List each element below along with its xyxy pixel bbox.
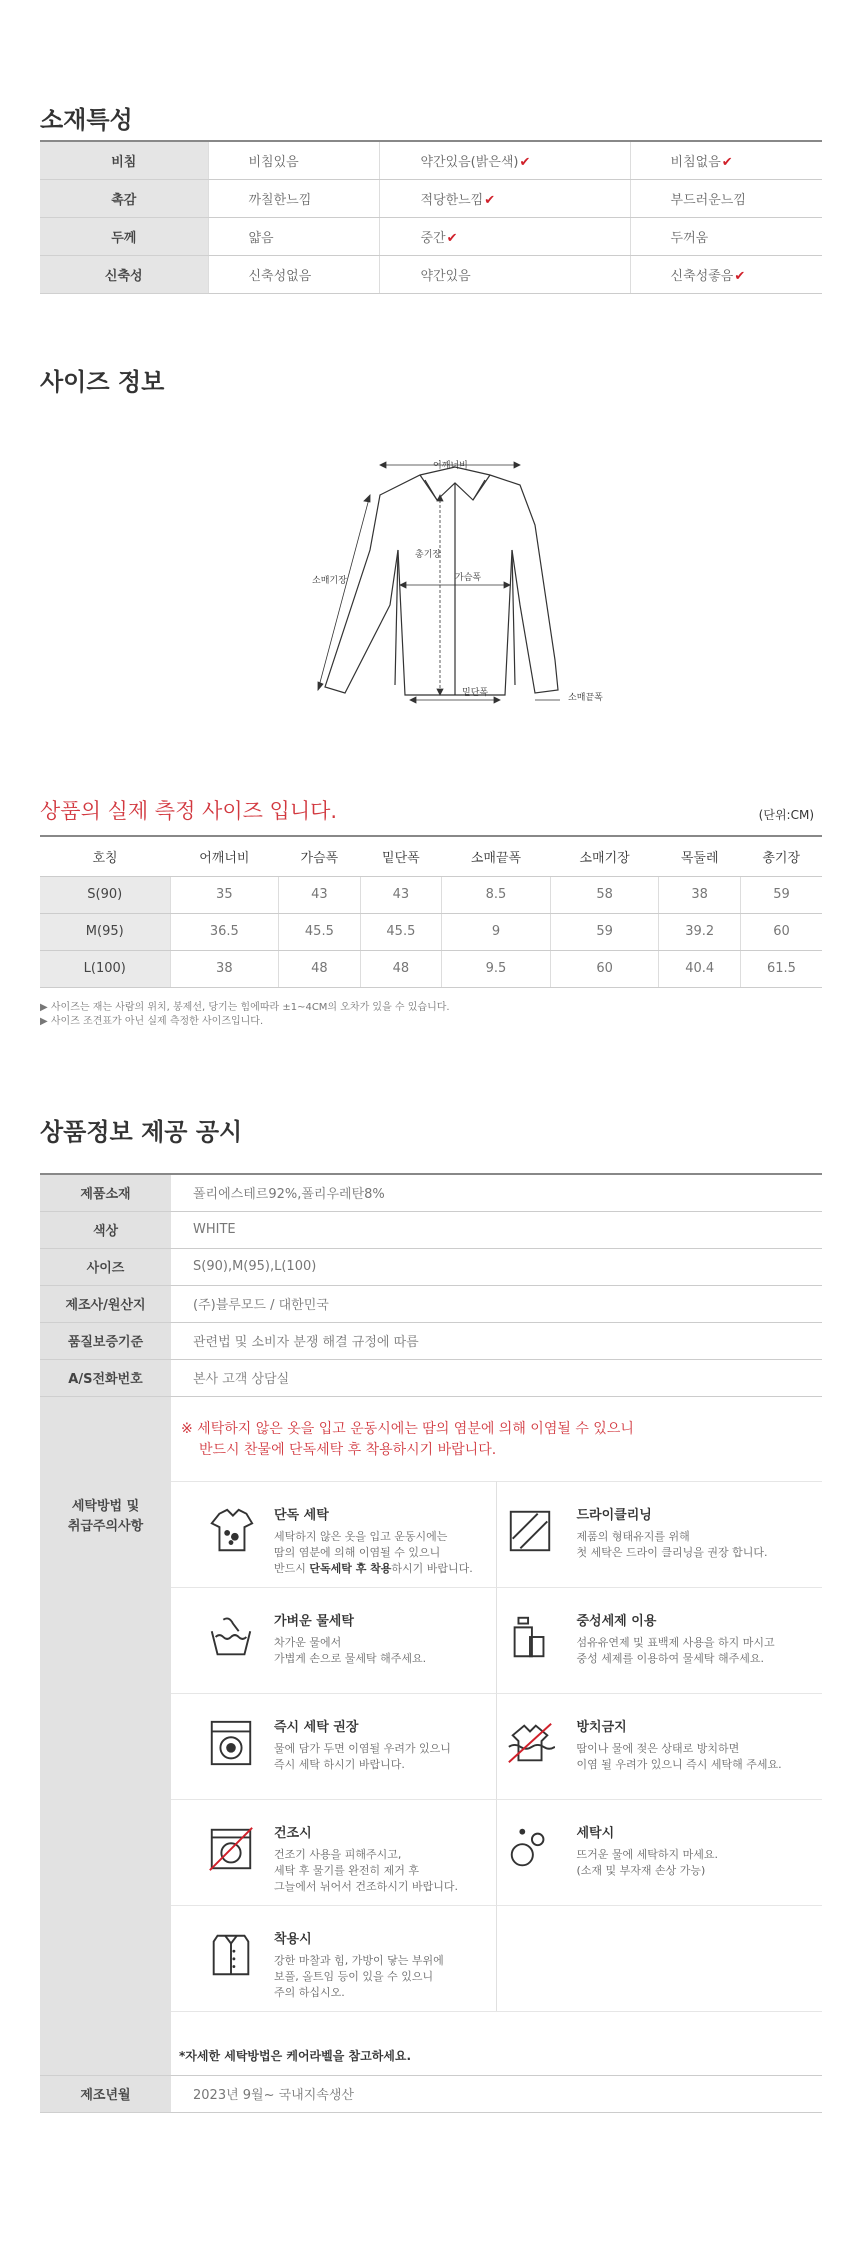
info-value: 폴리에스테르92%,폴리우레탄8% bbox=[171, 1174, 822, 1211]
material-title: 소재특성 bbox=[40, 106, 133, 134]
size-value: 39.2 bbox=[659, 913, 741, 950]
size-value: 60 bbox=[550, 950, 659, 987]
size-value: 35 bbox=[170, 876, 279, 913]
label-total: 총기장 bbox=[415, 550, 442, 560]
care-item-line: 이염 될 우려가 있으니 즉시 세탁해 주세요. bbox=[576, 1757, 782, 1771]
care-item-desc bbox=[577, 1741, 823, 1773]
info-value: WHITE bbox=[171, 1211, 822, 1248]
care-item bbox=[497, 1693, 823, 1799]
detergent-icon bbox=[505, 1612, 555, 1662]
care-item-desc bbox=[274, 1847, 496, 1895]
care-item-title: 착용시 bbox=[274, 1931, 312, 1947]
care-item-line: 땀의 염분에 의해 이염될 수 있으니 bbox=[274, 1545, 441, 1559]
care-item-title: 세탁시 bbox=[576, 1825, 615, 1841]
size-label: S(90) bbox=[40, 876, 170, 913]
size-value: 48 bbox=[360, 950, 442, 987]
material-option bbox=[630, 217, 822, 255]
info-row bbox=[40, 1174, 822, 1211]
care-item-line: 섬유유연제 및 표백제 사용을 하지 마시고 bbox=[576, 1635, 775, 1649]
care-item bbox=[497, 1587, 823, 1693]
size-row bbox=[40, 913, 822, 950]
care-item-desc bbox=[274, 1741, 496, 1773]
material-label: 신축성 bbox=[40, 255, 208, 293]
size-value: 60 bbox=[740, 913, 822, 950]
check-icon: ✔ bbox=[446, 230, 458, 246]
care-item-line: 건조기 사용을 피해주시고, bbox=[274, 1847, 402, 1861]
care-item-line: 중성 세제를 이용하여 물세탁 해주세요. bbox=[576, 1651, 764, 1665]
info-label: A/S전화번호 bbox=[40, 1359, 171, 1396]
care-item-line: 즉시 세탁 하시기 바랍니다. bbox=[274, 1757, 405, 1771]
size-label: L(100) bbox=[40, 950, 170, 987]
material-option bbox=[630, 141, 822, 179]
size-row bbox=[40, 950, 822, 987]
size-value: 9.5 bbox=[442, 950, 551, 987]
wear-shirt-icon bbox=[206, 1930, 256, 1980]
care-grid bbox=[171, 1481, 822, 2011]
size-value: 61.5 bbox=[740, 950, 822, 987]
size-value: 45.5 bbox=[279, 913, 361, 950]
care-item-line: 첫 세탁은 드라이 클리닝을 권장 합니다. bbox=[576, 1545, 768, 1559]
option-text: 신축성없음 bbox=[248, 268, 312, 284]
size-value: 40.4 bbox=[659, 950, 741, 987]
material-row bbox=[40, 217, 822, 255]
size-note: ▶ 사이즈 조견표가 아닌 실제 측정한 사이즈입니다. bbox=[40, 1016, 264, 1027]
info-row bbox=[40, 1322, 822, 1359]
label-cuff: 소매끝폭 bbox=[568, 693, 603, 703]
material-option bbox=[630, 255, 822, 293]
size-header: 목둘레 bbox=[659, 836, 741, 876]
shirt-wash-icon bbox=[206, 1506, 256, 1556]
info-value: 2023년 9월~ 국내지속생산 bbox=[171, 2075, 822, 2112]
size-header: 총기장 bbox=[740, 836, 822, 876]
care-item-line: 세탁하지 않은 옷을 입고 운동시에는 bbox=[274, 1529, 448, 1543]
label-hem: 밑단폭 bbox=[462, 688, 489, 698]
option-text: 얇음 bbox=[248, 230, 274, 246]
care-row bbox=[40, 1396, 822, 2075]
size-value: 38 bbox=[170, 950, 279, 987]
info-row bbox=[40, 1211, 822, 1248]
size-row bbox=[40, 876, 822, 913]
care-item-title: 즉시 세탁 권장 bbox=[274, 1719, 359, 1735]
size-header: 호칭 bbox=[40, 836, 170, 876]
care-item-title: 단독 세탁 bbox=[274, 1507, 329, 1523]
size-header: 소매기장 bbox=[550, 836, 659, 876]
material-label: 촉감 bbox=[40, 179, 208, 217]
care-item-line: 뜨거운 물에 세탁하지 마세요. bbox=[576, 1847, 718, 1861]
info-row bbox=[40, 1359, 822, 1396]
info-value: S(90),M(95),L(100) bbox=[171, 1248, 822, 1285]
care-line-part: 하시기 바랍니다. bbox=[391, 1561, 473, 1575]
care-item bbox=[171, 1693, 497, 1799]
size-header: 어깨너비 bbox=[170, 836, 279, 876]
material-option bbox=[208, 217, 380, 255]
dry-clean-icon bbox=[505, 1506, 555, 1556]
care-item-desc bbox=[577, 1635, 823, 1667]
care-item-line bbox=[274, 1561, 496, 1577]
check-icon: ✔ bbox=[519, 154, 531, 170]
info-row bbox=[40, 1248, 822, 1285]
care-item-title: 가벼운 물세탁 bbox=[274, 1613, 354, 1629]
material-option bbox=[208, 141, 380, 179]
care-footer: *자세한 세탁방법은 케어라벨을 참고하세요. bbox=[171, 2011, 822, 2075]
size-label: M(95) bbox=[40, 913, 170, 950]
option-text: 비침없음 bbox=[670, 154, 721, 170]
care-content bbox=[171, 1396, 822, 2075]
info-row bbox=[40, 1285, 822, 1322]
option-text: 중간 bbox=[420, 230, 446, 246]
care-warning-line: 반드시 찬물에 단독세탁 후 착용하시기 바랍니다. bbox=[199, 1441, 497, 1458]
size-value: 8.5 bbox=[442, 876, 551, 913]
washing-machine-icon bbox=[206, 1718, 256, 1768]
care-item-line: 주의 하십시오. bbox=[274, 1985, 345, 1999]
size-diagram bbox=[0, 455, 860, 735]
care-item bbox=[171, 1905, 497, 2011]
care-item-line: (소재 및 부자재 손상 가능) bbox=[576, 1863, 706, 1877]
care-item-line: 물에 담가 두면 이염될 우려가 있으니 bbox=[274, 1741, 451, 1755]
care-item-desc bbox=[577, 1847, 823, 1879]
size-note: ▶ 사이즈는 재는 사람의 위치, 봉제선, 당기는 힘에따라 ±1~4CM의 오차가 있을 수 있습니다. bbox=[40, 1002, 450, 1013]
no-dryer-icon bbox=[206, 1824, 256, 1874]
care-warning bbox=[171, 1397, 822, 1481]
info-label: 제품소재 bbox=[40, 1174, 171, 1211]
check-icon: ✔ bbox=[734, 268, 746, 284]
option-text: 약간있음 bbox=[420, 268, 471, 284]
care-item-line: 가볍게 손으로 물세탁 해주세요. bbox=[274, 1651, 427, 1665]
care-item-line: 강한 마찰과 힘, 가방이 닿는 부위에 bbox=[274, 1953, 444, 1967]
option-text: 까칠한느낌 bbox=[248, 192, 312, 208]
size-header: 밑단폭 bbox=[360, 836, 442, 876]
size-info-title: 사이즈 정보 bbox=[40, 368, 165, 396]
care-item-title: 드라이클리닝 bbox=[576, 1507, 652, 1523]
info-value: 관련법 및 소비자 분쟁 해결 규정에 따름 bbox=[171, 1322, 822, 1359]
hand-wash-icon bbox=[206, 1612, 256, 1662]
care-item-desc bbox=[274, 1635, 496, 1667]
material-option bbox=[380, 179, 630, 217]
material-option bbox=[208, 255, 380, 293]
care-item-line: 세탁 후 물기를 완전히 제거 후 bbox=[274, 1863, 419, 1877]
material-table bbox=[40, 140, 822, 294]
care-item-desc bbox=[577, 1529, 823, 1561]
material-option bbox=[380, 141, 630, 179]
info-value: 본사 고객 상담실 bbox=[171, 1359, 822, 1396]
info-label: 사이즈 bbox=[40, 1248, 171, 1285]
check-icon: ✔ bbox=[721, 154, 733, 170]
material-option bbox=[208, 179, 380, 217]
material-option bbox=[630, 179, 822, 217]
care-item bbox=[497, 1799, 823, 1905]
size-value: 43 bbox=[360, 876, 442, 913]
care-item-line: 차가운 물에서 bbox=[274, 1635, 342, 1649]
material-option bbox=[380, 255, 630, 293]
care-item bbox=[497, 1481, 823, 1587]
material-label: 두께 bbox=[40, 217, 208, 255]
care-item-title: 건조시 bbox=[274, 1825, 312, 1841]
label-chest: 가슴폭 bbox=[455, 573, 482, 583]
care-line-part: 반드시 bbox=[274, 1561, 310, 1575]
option-text: 적당한느낌 bbox=[420, 192, 484, 208]
care-item-desc bbox=[274, 1529, 496, 1577]
care-warning-line: ※ 세탁하지 않은 옷을 입고 운동시에는 땀의 염분에 의해 이염될 수 있으니 bbox=[181, 1420, 634, 1437]
care-item-line: 그늘에서 뉘어서 건조하시기 바랍니다. bbox=[274, 1879, 459, 1893]
info-label: 제조년월 bbox=[40, 2075, 171, 2112]
care-item-desc bbox=[274, 1953, 496, 2001]
info-value: (주)블루모드 / 대한민국 bbox=[171, 1285, 822, 1322]
info-label: 제조사/원산지 bbox=[40, 1285, 171, 1322]
size-value: 45.5 bbox=[360, 913, 442, 950]
care-item bbox=[171, 1587, 497, 1693]
size-header: 소매끝폭 bbox=[442, 836, 551, 876]
material-row bbox=[40, 141, 822, 179]
bubbles-icon bbox=[505, 1824, 555, 1874]
material-row bbox=[40, 179, 822, 217]
size-table bbox=[40, 835, 822, 988]
material-option bbox=[380, 217, 630, 255]
info-label: 품질보증기준 bbox=[40, 1322, 171, 1359]
measure-lines bbox=[318, 462, 560, 703]
care-item-line: 제품의 형태유지를 위해 bbox=[576, 1529, 690, 1543]
care-item bbox=[171, 1799, 497, 1905]
size-value: 48 bbox=[279, 950, 361, 987]
measure-title: 상품의 실제 측정 사이즈 입니다. bbox=[40, 799, 338, 823]
size-value: 9 bbox=[442, 913, 551, 950]
check-icon: ✔ bbox=[484, 192, 496, 208]
size-value: 36.5 bbox=[170, 913, 279, 950]
size-value: 59 bbox=[550, 913, 659, 950]
care-item-title: 중성세제 이용 bbox=[576, 1613, 657, 1629]
care-item-title: 방치금지 bbox=[576, 1719, 627, 1735]
size-header: 가슴폭 bbox=[279, 836, 361, 876]
label-sleeve: 소매기장 bbox=[312, 576, 347, 586]
no-soak-icon bbox=[505, 1718, 555, 1768]
label-shoulder: 어깨너비 bbox=[433, 461, 468, 471]
care-item-line: 보풀, 올트임 등이 있을 수 있으니 bbox=[274, 1969, 434, 1983]
option-text: 비침있음 bbox=[248, 154, 299, 170]
option-text: 부드러운느낌 bbox=[670, 192, 746, 208]
material-label: 비침 bbox=[40, 141, 208, 179]
size-value: 59 bbox=[740, 876, 822, 913]
size-value: 38 bbox=[659, 876, 741, 913]
care-item-line: 땀이나 물에 젖은 상태로 방치하면 bbox=[576, 1741, 740, 1755]
option-text: 두꺼움 bbox=[670, 230, 709, 246]
info-row bbox=[40, 2075, 822, 2112]
size-value: 58 bbox=[550, 876, 659, 913]
option-text: 약간있음(밝은색) bbox=[420, 154, 519, 170]
material-row bbox=[40, 255, 822, 293]
product-info-table bbox=[40, 1173, 822, 2113]
option-text: 신축성좋음 bbox=[670, 268, 734, 284]
unit-label: (단위:CM) bbox=[758, 808, 814, 822]
care-item bbox=[171, 1481, 497, 1587]
care-item-empty bbox=[497, 1905, 823, 2011]
care-line-bold: 단독세탁 후 착용 bbox=[309, 1561, 392, 1575]
product-info-title: 상품정보 제공 공시 bbox=[40, 1118, 243, 1146]
size-value: 43 bbox=[279, 876, 361, 913]
care-label: 세탁방법 및 취급주의사항 bbox=[40, 1396, 171, 2075]
info-label: 색상 bbox=[40, 1211, 171, 1248]
